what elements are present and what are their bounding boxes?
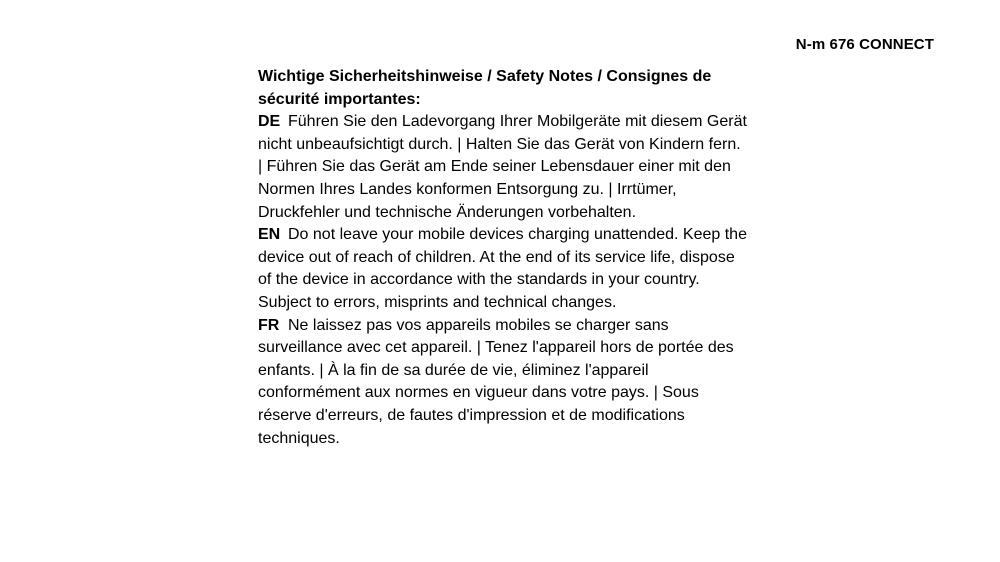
model-name: N-m 676 CONNECT [795,36,934,53]
safety-notes [258,66,748,450]
section-text-de: Führen Sie den Ladevorgang Ihrer Mobilgeräte mit diesem Gerät nicht unbeaufsichtigt durch. | Halten Sie das Gerät von Kindern fern. | Führen Sie das Gerät am Ende seiner Lebensdauer einer mit den Normen Ihres Landes konformen Entsorgung zu. | Irrtümer, Druckfehler und technische Änderungen vorbehalten. [258,113,747,221]
section-text-fr: Ne laissez pas vos appareils mobiles se charger sans surveillance avec cet appareil. | Tenez l'appareil hors de portée des enfants. | À la fin de sa durée de vie, éliminez l'appareil conformément aux normes en vigueur dans votre pays. | Sous réserve d'erreurs, de fautes d'impression et de modifications techniques. [258,316,734,447]
section-en [258,224,748,314]
language-code-en: EN [258,226,281,244]
section-text-en: Do not leave your mobile devices charging unattended. Keep the device out of reach of children. At the end of its service life, dispose of the device in accordance with the standards in your country. Subject to errors, misprints and technical changes. [258,226,747,311]
language-code-de: DE [258,113,281,131]
section-de [258,111,748,224]
language-code-fr: FR [258,316,280,334]
safety-heading: Wichtige Sicherheitshinweise / Safety Notes / Consignes de sécurité importantes: [258,68,712,108]
section-fr [258,315,748,451]
